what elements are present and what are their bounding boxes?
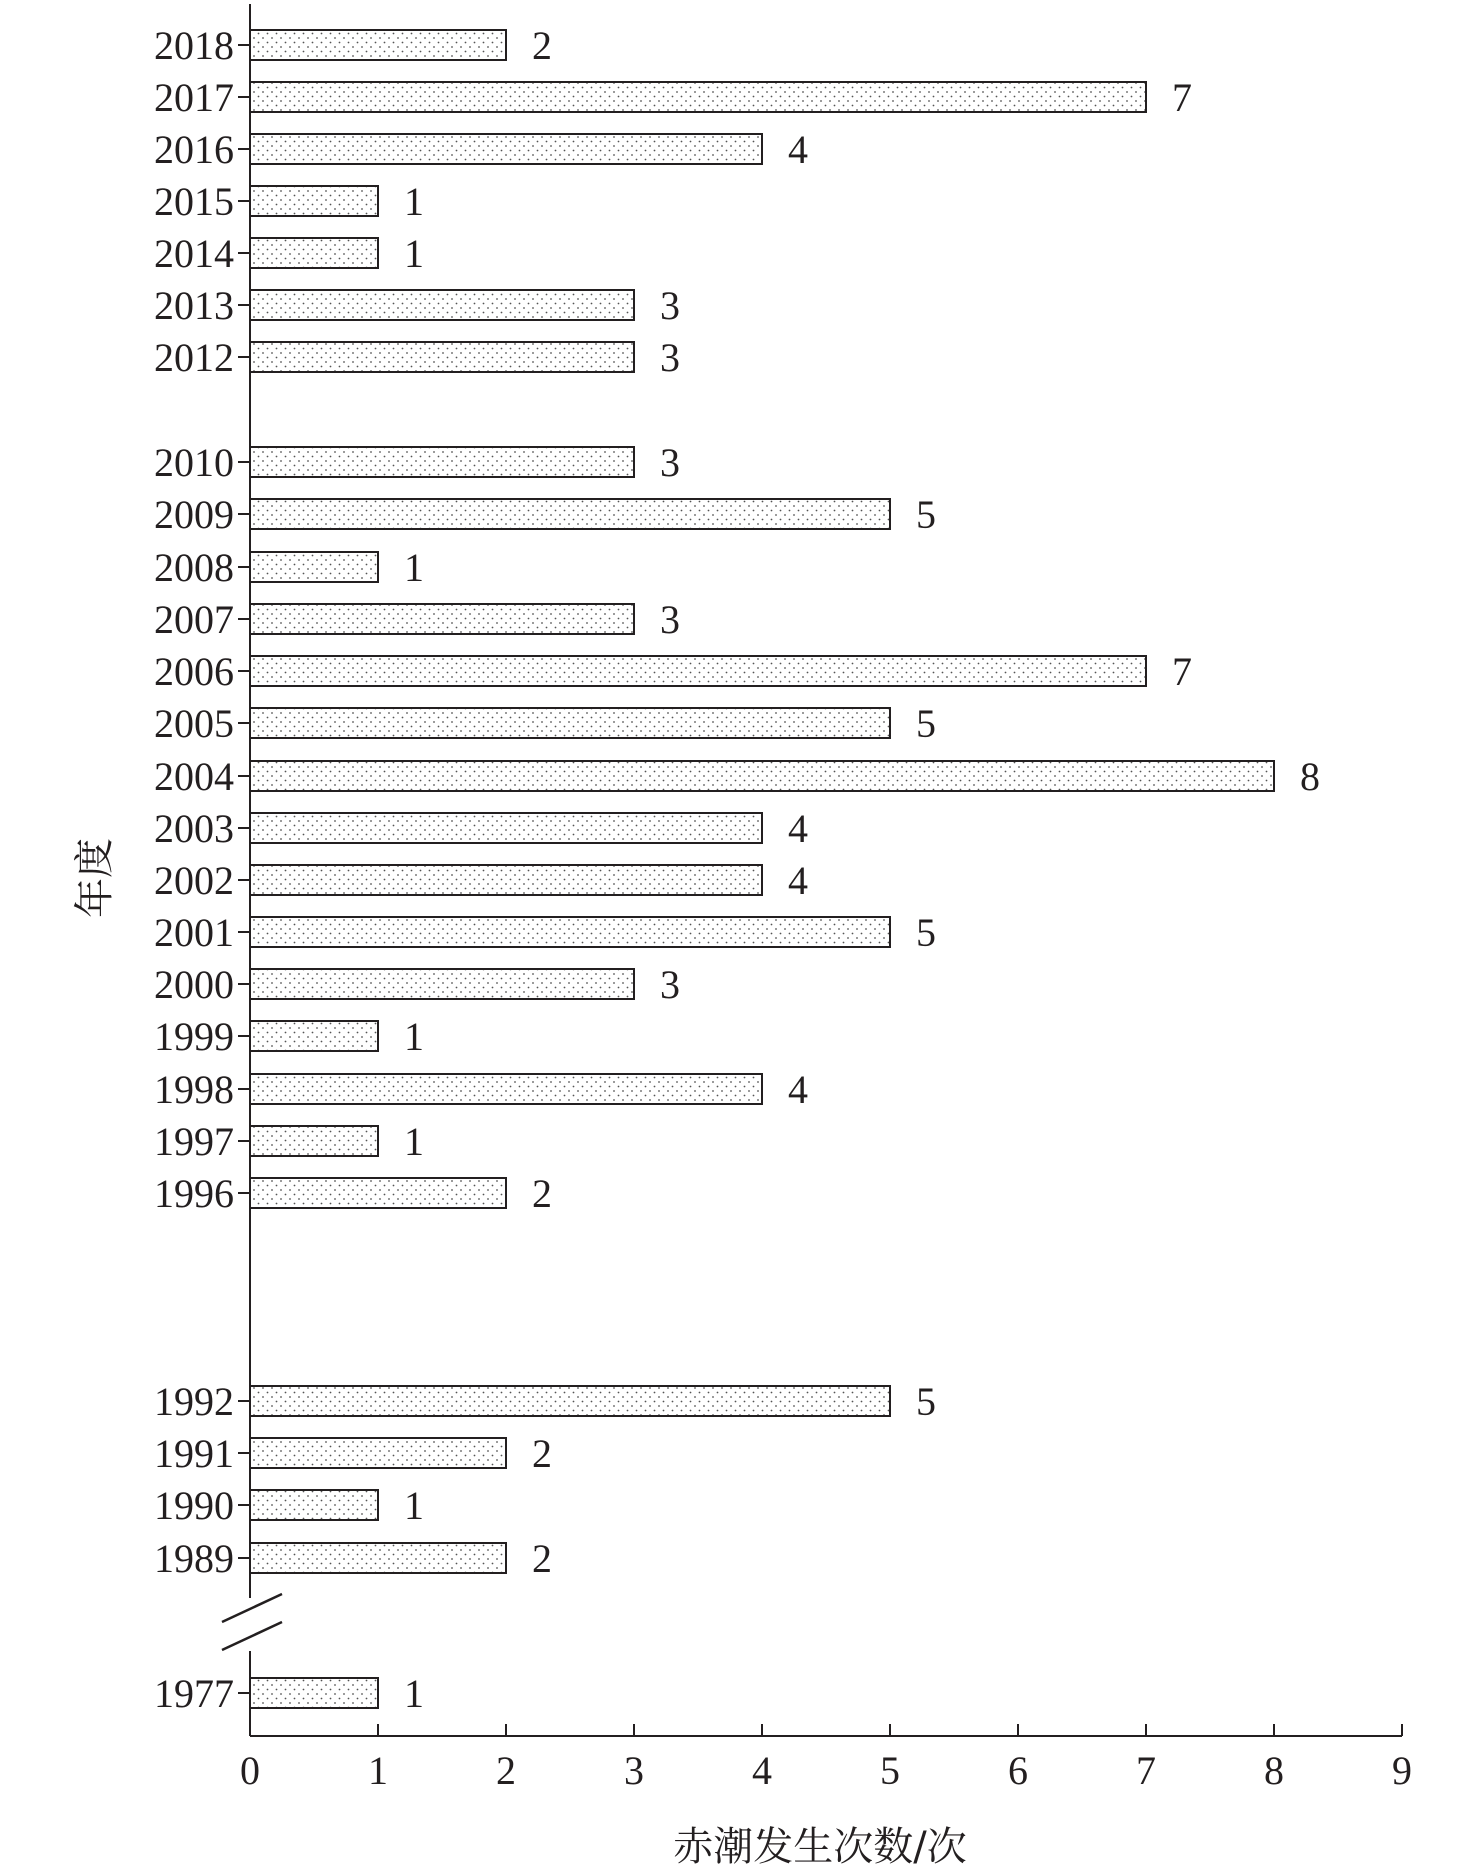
bar-2015 — [250, 186, 378, 216]
bar-1998 — [250, 1074, 762, 1104]
y-tick-label-2006: 2006 — [154, 649, 234, 694]
value-label-2008: 1 — [404, 545, 424, 590]
x-tick-label-7: 7 — [1136, 1748, 1156, 1793]
value-label-2016: 4 — [788, 127, 808, 172]
bar-2006 — [250, 656, 1146, 686]
y-tick-label-1997: 1997 — [154, 1119, 234, 1164]
y-tick-label-2005: 2005 — [154, 701, 234, 746]
value-label-1996: 2 — [532, 1171, 552, 1216]
bar-1996 — [250, 1178, 506, 1208]
bars-layer — [250, 23, 1320, 1716]
y-tick-label-1992: 1992 — [154, 1379, 234, 1424]
y-tick-label-2013: 2013 — [154, 283, 234, 328]
bar-2001 — [250, 917, 890, 947]
axis-break-mark-upper — [222, 1594, 282, 1622]
value-label-1977: 1 — [404, 1671, 424, 1716]
bar-2004 — [250, 761, 1274, 791]
bar-2008 — [250, 552, 378, 582]
bar-2010 — [250, 447, 634, 477]
value-label-2017: 7 — [1172, 75, 1192, 120]
y-tick-label-2017: 2017 — [154, 75, 234, 120]
axes-layer — [154, 4, 1412, 1793]
y-tick-label-2012: 2012 — [154, 335, 234, 380]
y-tick-label-2003: 2003 — [154, 806, 234, 851]
value-label-2001: 5 — [916, 910, 936, 955]
bar-2016 — [250, 134, 762, 164]
bar-2017 — [250, 82, 1146, 112]
y-tick-label-2014: 2014 — [154, 231, 234, 276]
y-tick-label-1996: 1996 — [154, 1171, 234, 1216]
y-tick-label-1991: 1991 — [154, 1431, 234, 1476]
y-tick-label-2001: 2001 — [154, 910, 234, 955]
bar-1990 — [250, 1490, 378, 1520]
x-tick-label-5: 5 — [880, 1748, 900, 1793]
value-label-1997: 1 — [404, 1119, 424, 1164]
y-tick-label-2010: 2010 — [154, 440, 234, 485]
x-tick-label-4: 4 — [752, 1748, 772, 1793]
bar-2000 — [250, 969, 634, 999]
value-label-2014: 1 — [404, 231, 424, 276]
value-label-1990: 1 — [404, 1483, 424, 1528]
y-tick-label-2007: 2007 — [154, 597, 234, 642]
y-axis-title: 年度 — [72, 838, 118, 918]
x-tick-label-3: 3 — [624, 1748, 644, 1793]
y-tick-label-1998: 1998 — [154, 1067, 234, 1112]
y-tick-label-1990: 1990 — [154, 1483, 234, 1528]
y-tick-label-2004: 2004 — [154, 754, 234, 799]
x-tick-label-0: 0 — [240, 1748, 260, 1793]
y-tick-label-1977: 1977 — [154, 1671, 234, 1716]
bar-1992 — [250, 1386, 890, 1416]
value-label-1992: 5 — [916, 1379, 936, 1424]
value-label-1998: 4 — [788, 1067, 808, 1112]
bar-1991 — [250, 1438, 506, 1468]
x-tick-label-8: 8 — [1264, 1748, 1284, 1793]
y-tick-label-2008: 2008 — [154, 545, 234, 590]
y-tick-label-2018: 2018 — [154, 23, 234, 68]
bar-1977 — [250, 1678, 378, 1708]
bar-2007 — [250, 604, 634, 634]
bar-2018 — [250, 30, 506, 60]
x-tick-label-6: 6 — [1008, 1748, 1028, 1793]
y-tick-label-2000: 2000 — [154, 962, 234, 1007]
y-tick-label-1999: 1999 — [154, 1014, 234, 1059]
y-tick-label-1989: 1989 — [154, 1536, 234, 1581]
value-label-2010: 3 — [660, 440, 680, 485]
x-tick-label-2: 2 — [496, 1748, 516, 1793]
value-label-2009: 5 — [916, 492, 936, 537]
value-label-2015: 1 — [404, 179, 424, 224]
value-label-2013: 3 — [660, 283, 680, 328]
value-label-2005: 5 — [916, 701, 936, 746]
bar-2005 — [250, 708, 890, 738]
value-label-2018: 2 — [532, 23, 552, 68]
value-label-2000: 3 — [660, 962, 680, 1007]
value-label-1989: 2 — [532, 1536, 552, 1581]
value-label-2002: 4 — [788, 858, 808, 903]
bar-2012 — [250, 342, 634, 372]
x-tick-label-1: 1 — [368, 1748, 388, 1793]
value-label-1991: 2 — [532, 1431, 552, 1476]
y-tick-label-2002: 2002 — [154, 858, 234, 903]
value-label-2003: 4 — [788, 806, 808, 851]
y-tick-label-2015: 2015 — [154, 179, 234, 224]
bar-1989 — [250, 1543, 506, 1573]
axis-break-mark-lower — [222, 1622, 282, 1650]
value-label-1999: 1 — [404, 1014, 424, 1059]
bar-2013 — [250, 290, 634, 320]
y-tick-label-2009: 2009 — [154, 492, 234, 537]
value-label-2004: 8 — [1300, 754, 1320, 799]
bar-1999 — [250, 1021, 378, 1051]
bar-2003 — [250, 813, 762, 843]
x-tick-label-9: 9 — [1392, 1748, 1412, 1793]
bar-2002 — [250, 865, 762, 895]
bar-2009 — [250, 499, 890, 529]
bar-1997 — [250, 1126, 378, 1156]
x-axis-title: 赤潮发生次数/次 — [673, 1824, 967, 1870]
y-tick-label-2016: 2016 — [154, 127, 234, 172]
value-label-2006: 7 — [1172, 649, 1192, 694]
value-label-2012: 3 — [660, 335, 680, 380]
bar-2014 — [250, 238, 378, 268]
value-label-2007: 3 — [660, 597, 680, 642]
